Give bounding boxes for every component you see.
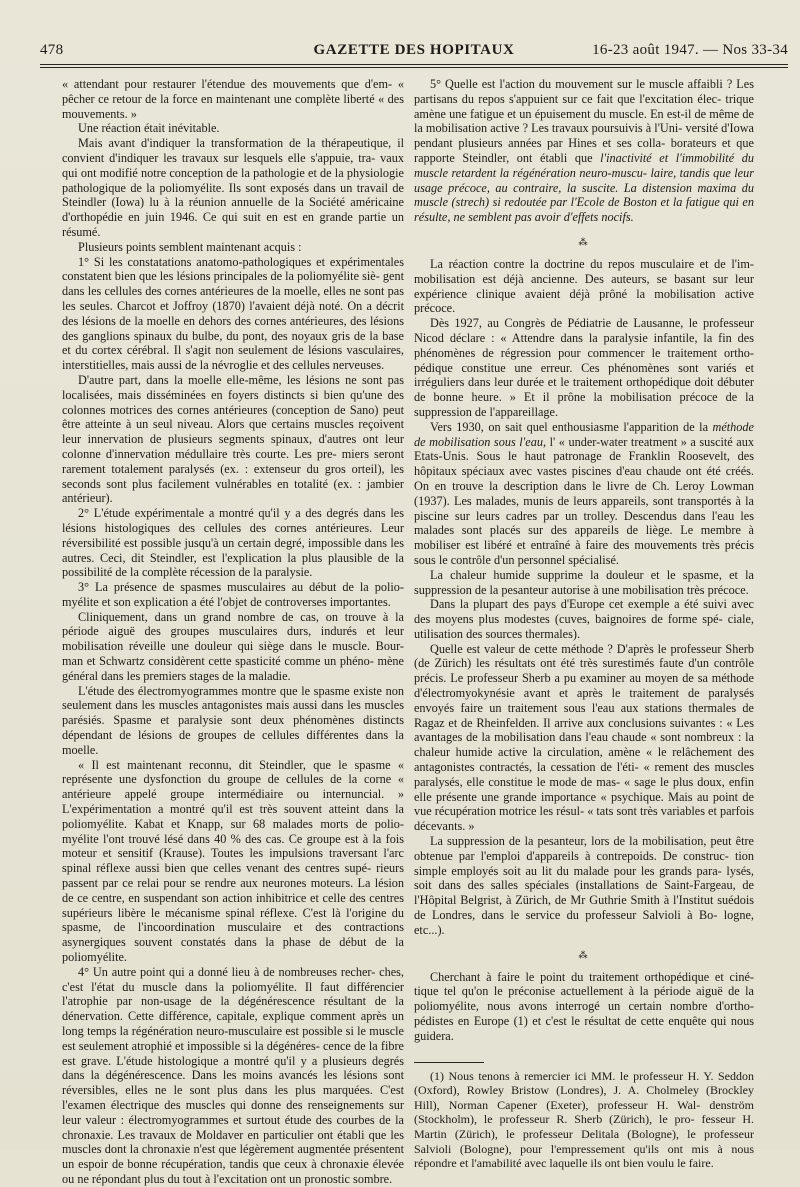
journal-title: GAZETTE DES HOPITAUX <box>313 42 515 58</box>
paragraph <box>414 420 754 568</box>
right-column <box>414 77 754 1171</box>
page-header <box>40 42 788 66</box>
issue-date: 16-23 août 1947. — Nos 33-34 <box>592 42 788 58</box>
paragraph: 1° Si les constatations anatomo-pathologiques et expérimentales constatent bien que les lésions principales de la poliomyélite siè- gent dans les cellules des cornes antérieures de la moelle, elles ne sont pas les seules. Charcot et Joffroy (1870) l'avaient déjà noté. On a décrit des lésions de la moelle en dehors des cornes antérieures, des lésions des ganglions spinaux du bulbe, du pont, des noyaux gris de la base et du cortex cérébral. Il s'agit non seulement de lésions vasculaires, interstitielles, mais aussi de la névroglie et des cellules nerveuses. <box>62 254 404 373</box>
paragraph: 2° L'étude expérimentale a montré qu'il y a des degrés dans les lésions histologiques des cellules des cornes antérieures. Leur réversibilité est possible jusqu'à un certain degré, impossible dans les autres. Ceci, dit Steindler, est l'explication la plus plausible de la possibilité de la complète récession de la paralysie. <box>62 506 404 580</box>
paragraph: La réaction contre la doctrine du repos musculaire et de l'im- mobilisation est déjà ancienne. Des auteurs, se basant sur leur expérience clinique avaient déjà prôné la mobilisation active précoce. <box>414 256 754 316</box>
paragraph: La suppression de la pesanteur, lors de la mobilisation, peut être obtenue par l'emploi d'appareils à contrepoids. De construc- tion simple employés soit au lit du malade pour les grands para- lysés, soit dans des salles spéciales (installations de Saint-Fargeau, de l'Hôpital Belgrist, à Zürich, de Mr Guthrie Smith à l'Institut suédois de Londres, dans le service du professeur Salvioli à Bo- logne, etc...). <box>414 834 754 937</box>
header-rule-double <box>40 67 788 68</box>
paragraph: Quelle est valeur de cette méthode ? D'après le professeur Sherb (de Zürich) les résultats ont été très surestimés faute d'un contrôle précis. Le professeur Sherb a pu examiner au moyen de sa méthode d'électromyokynésie avant et après le traitement de paralysés envoyés faire un traitement sous l'eau aux stations thermales de Ragaz et de Rheinfelden. Il arrive aux conclusions suivantes : « Les avantages de la mobilisation dans l'eau chaude « sont nombreux : la chaleur humide active la circulation, amène « le relâchement des antagonistes contractés, la cessation de l'éti- « rement des muscles paralysés, elle constitue le mode de mas- « sage le plus doux, enfin elle présente une grande importance « psychique. Mais au point de vue récupération motrice les résul- « tats sont très variables et parfois décevants. » <box>414 641 754 834</box>
paragraph: Dans la plupart des pays d'Europe cet exemple a été suivi avec des moyens plus modestes (cuves, baignoires de forme spé- ciale, utilisation des sources thermales). <box>414 597 754 641</box>
paragraph: Une réaction était inévitable. <box>78 121 220 136</box>
paragraph: Cherchant à faire le point du traitement orthopédique et ciné- tique tel qu'on le préconise actuellement à la période aiguë de la poliomyélite, nous avons interrogé un certain nombre d'ortho- pédistes en Europe (1) et c'est le résultat de cette enquête qui nous guidera. <box>414 969 754 1043</box>
paragraph: Mais avant d'indiquer la transformation de la thérapeutique, il convient d'indiquer les travaux sur lesquels elle s'appuie, tra- vaux qui ont modifié notre conception de la pathologie et de la physiologie pathologique de la poliomyélite. Ils sont exposés dans un travail de Steindler (Iowa) lu à la réunion annuelle de la Société américaine d'orthopédie en juin 1946. Ce qui suit en est en grande partie un résumé. <box>62 136 404 239</box>
footnote: (1) Nous tenons à remercier ici MM. le professeur H. Y. Seddon (Oxford), Rowley Bristow (Londres), J. A. Cholmeley (Brockley Hill), Norman Capener (Exeter), professeur H. Wal- denström (Stockholm), le professeur R. Sherb (Zürich), le pro- fesseur H. Martin (Zürich), le professeur Delitala (Bologne), le professeur Salvioli (Bologne), pour l'empressement qu'ils ont mis à nous répondre et l'amabilité avec laquelle ils ont bien voulu le faire. <box>414 1068 754 1171</box>
italic-text: méthode de mobilisation sous l'eau <box>414 419 754 449</box>
page-number: 478 <box>40 42 64 58</box>
paragraph: 4° Un autre point qui a donné lieu à de nombreuses recher- ches, c'est l'état du muscle dans la poliomyélite. Il faut différencier l'atrophie par non-usage de la dégénérescence résultant de la dénervation. Cette différence, capitale, explique comment après un long temps la régénération neuro-musculaire est possible si le muscle est seulement atrophié et impossible si la dégénéres- cence de la fibre est grave. L'étude histologique a montré qu'il y a plusieurs degrés dans la dégénérescence. Dans les moins avancés les lésions sont réversibles, elles ne le sont plus dans les plus marquées. C'est l'examen électrique des muscles qui donne des renseignements sur leur valeur : électromyogrammes et surtout étude des courbes de la chronaxie. Les travaux de Moldaver en particulier ont établi que les muscles dont la chronaxie n'est que légèrement augmentée présentent un espoir de bonne récupération, tandis que ceux à chronaxie élevée ou ne répondant plus du tout à l'excitation ont un pronostic sombre. <box>62 964 404 1186</box>
paragraph: Cliniquement, dans un grand nombre de cas, on trouve à la période aiguë des groupes musculaires durs, indurés et leur mobilisation réveille une douleur qui siège dans le muscle. Bour- man et Schwartz considèrent cette spasticité comme un phéno- mène général dans les premiers stages de la maladie. <box>62 609 404 683</box>
paragraph: « Il est maintenant reconnu, dit Steindler, que le spasme « représente une dysfonction du groupe de cellules de la corne « antérieure appelé groupe intermédiaire ou internuncial. » L'expérimentation a montré qu'il est très souvent atteint dans la poliomyélite. Kabat et Knapp, sur 68 malades morts de polio- myélite l'ont trouvé lésé dans 40 % des cas. Ce groupe est à la fois moteur et sensitif (Krause). Toutes les impulsions traversant l'arc spinal réflexe aussi bien que celles venant des centres supé- rieurs passent par ce relai pour se rendre aux neurones moteurs. La lésion de ce centre, en suspendant son action inhibitrice et celle des centres supérieurs libère le mécanisme spinal réflexe. C'est là l'origine du spasme, de l'incoordination musculaire et des contractions asynergiques souvent constatés dans la phase de début de la poliomyélite. <box>62 757 404 965</box>
paragraph: 3° La présence de spasmes musculaires au début de la polio- myélite et son explication a été l'objet de controverses importantes. <box>62 580 404 609</box>
paragraph-text: , l' « under-water treatment » a suscité aux Etats-Unis. Sous le haut patronage de Franklin Roosevelt, des hôpitaux spéciaux avec vastes piscines d'eau chaude ont été créés. On en trouve la description dans le livre de Ch. Leroy Lowman (1937). Les malades, munis de leurs appareils, sont transportés à la piscine sur leurs cadres par un trolley. Descendus dans l'eau les malades sont placés sur des appareils de liège. Le membre à mobiliser est libéré et entraîné à faire des mouvements très précis sous le contrôle d'un personnel spécialisé. <box>414 434 754 567</box>
paragraph: Dès 1927, au Congrès de Pédiatrie de Lausanne, le professeur Nicod déclare : « Attendre dans la paralysie infantile, la fin des phénomènes de régression pour commencer le traitement ortho- pédique constitue une erreur. Ces phénomènes sont variés et irréguliers dans leur durée et le traitement orthopédique doit débuter de bonne heure. » Et il prône la mobilisation précoce de la suppression de l'appareillage. <box>414 316 754 419</box>
section-separator-stars: ⁂ <box>578 949 590 960</box>
italic-text: l'inactivité et l'immobilité du muscle retardent la régénération neuro-muscu- laire, tandis que leur usage précoce, au contraire, la suscite. La distension maxima du muscle (strech) si redoutée par l'Ecole de Boston et la fatigue qui en résulte, ne semblent pas avoir d'effets nocifs. <box>414 150 754 225</box>
paragraph-text: Vers 1930, on sait quel enthousiasme l'apparition de la <box>430 419 713 434</box>
section-separator-stars: ⁂ <box>578 236 590 247</box>
footnote-rule <box>414 1062 484 1063</box>
header-rule <box>40 64 788 65</box>
paragraph: D'autre part, dans la moelle elle-même, les lésions ne sont pas localisées, mais disséminées en foyers distincts si bien qu'une des colonnes motrices des cornes antérieures (conception de Sano) peut être atteinte à un seul niveau. Alors que certains muscles reçoivent leur innervation de plusieurs segments spinaux, d'autres ont leur colonne d'innervation médullaire très courte. Les pre- miers seront rarement totalement paralysés (ex. : extenseur du gros orteil), les seconds sont plus facilement vulnérables en totalité (ex. : jambier antérieur). <box>62 372 404 506</box>
left-column <box>62 77 404 1186</box>
paragraph-text: 5° Quelle est l'action du mouvement sur le muscle affaibli ? Les partisans du repos s'appuient sur ce fait que l'excitation élec- trique amène une fatigue et un épuisement du muscle. En est-il de même de la mobilisation active ? Les travaux poursuivis à l'Uni- versité d'Iowa pendant plusieurs années par Hines et ses colla- borateurs et que rapporte Steindler, ont établi que <box>414 77 754 165</box>
paragraph: « attendant pour restaurer l'étendue des mouvements que d'em- « pêcher ce retour de la force en maintenant une complète liberté « des mouvements. » <box>62 77 404 121</box>
paragraph: La chaleur humide supprime la douleur et le spasme, et la suppression de la pesanteur autorise à une mobilisation très précoce. <box>414 567 754 597</box>
paragraph <box>414 77 754 225</box>
paragraph: Plusieurs points semblent maintenant acquis : <box>78 239 302 254</box>
paragraph: L'étude des électromyogrammes montre que le spasme existe non seulement dans les muscles antagonistes mais aussi dans les muscles parésiés. Spasme et paralysie sont deux phénomènes distincts dépendant de lésions de groupes de cellules différentes dans la moelle. <box>62 683 404 757</box>
